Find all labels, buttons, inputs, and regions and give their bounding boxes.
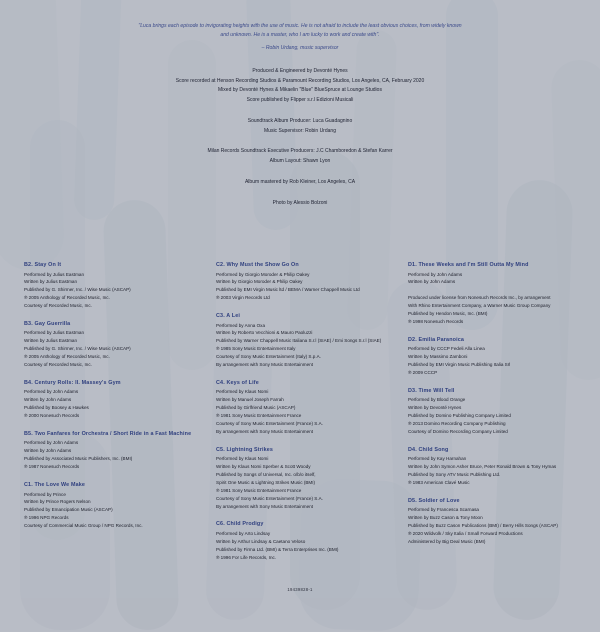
track-entry: [408, 262, 576, 326]
track-credit-line: Courtesy of Domino Recording Company Limited: [408, 428, 508, 434]
track-entry: [216, 380, 384, 436]
track-credit-line: Performed by Blood Orange: [408, 397, 466, 403]
track-credits: [24, 491, 192, 530]
track-entry: [216, 521, 384, 561]
track-credit-line: Published by Songs of Universal, Inc. o/b/o itself,: [216, 472, 316, 478]
track-entry: [24, 380, 192, 420]
credit-line: Score recorded at Henson Recording Studios & Paramount Recording Studios, Los Angeles, CA, February 2020: [175, 77, 425, 84]
track-credit-line: Written by Julius Eastman: [24, 338, 78, 344]
track-credits: [216, 388, 384, 435]
track-credits: [408, 455, 576, 487]
track-credit-line: Written by Julius Eastman: [24, 279, 78, 285]
track-number: B4.: [24, 379, 33, 386]
track-credit-line: Published by G. Shirmer, Inc. / Wise Music (ASCAP): [24, 287, 131, 293]
track-entry: [24, 321, 192, 369]
track-credit-line: Performed by Anna Oxa: [216, 322, 266, 328]
track-credits: [408, 345, 576, 377]
track-credit-line: By arrangement with Sony Music Entertainment: [216, 362, 314, 368]
track-name: Child Prodigy: [224, 521, 264, 528]
track-credit-line: Written by Devonté Hynes: [408, 405, 462, 411]
credit-group: [40, 178, 560, 188]
track-credit-line: By arrangement with Sony Music Entertainment: [216, 428, 314, 434]
track-name: Keys of Life: [224, 379, 259, 386]
track-credits: [216, 530, 384, 562]
track-credit-line: Performed by Klaus Nomi: [216, 389, 269, 395]
track-title: [408, 337, 576, 343]
track-number: C5.: [216, 446, 225, 453]
credit-line: Soundtrack Album Producer: Luca Guadagnino: [247, 117, 353, 124]
track-credit-line: Performed by Klaus Nomi: [216, 456, 269, 462]
track-credit-line: Performed by John Adams: [24, 440, 79, 446]
track-credit-line: Performed by CCCP Fedeli Alla Linea: [408, 346, 485, 352]
track-number: B3.: [24, 320, 33, 327]
track-credit-line: ℗ 2009 CCCP: [408, 369, 438, 375]
track-credits: [408, 271, 576, 326]
credit-line: Score published by Flipper s.r.l Edizioni Musicali: [246, 97, 354, 104]
track-credit-line: Published by G. Shirmer, Inc. / Wise Music (ASCAP): [24, 346, 131, 352]
track-credit-line: ℗ 1987 Nonesuch Records: [24, 464, 80, 470]
tracklist-column: [16, 262, 200, 573]
track-credit-line: Produced under license from Nonesuch Records Inc., by arrangement: [408, 295, 551, 301]
track-credit-line: Performed by Prince: [24, 491, 66, 497]
track-entry: [216, 262, 384, 302]
track-credit-line: Courtesy of Sony Music Entertainment (France) S.A.: [216, 495, 323, 501]
track-name: Century Rolls: II. Massey's Gym: [32, 379, 121, 386]
track-entry: [24, 262, 192, 310]
track-credits: [408, 396, 576, 435]
track-credit-line: Courtesy of Commercial Music Group / NPG Records, Inc.: [24, 523, 143, 529]
track-credit-line: Courtesy of Recorded Music, Inc.: [24, 303, 92, 309]
track-credit-line: Spirit One Music & Lightning Strikes Music (BMI): [216, 479, 316, 485]
track-credit-line: Written by Manuel Joseph Farrah: [216, 397, 284, 403]
track-credit-line: Written by Arthur Lindsay & Caetano Veloso: [216, 538, 306, 544]
track-credits: [24, 271, 192, 310]
track-credit-line: [408, 286, 576, 294]
track-credit-line: Published by Firma Ltd. (BMI) & Terra Enterprises Inc. (BMI): [216, 546, 339, 552]
track-credit-line: Written by Massimo Zamboni: [408, 354, 468, 360]
track-credits: [24, 388, 192, 420]
track-credit-line: Performed by Francesca Scarnasa: [408, 507, 479, 513]
track-credit-line: ℗ 2005 Anthology of Recorded Music, Inc.: [24, 354, 110, 360]
track-name: Emilia Paranoica: [416, 336, 465, 343]
track-name: A Lei: [224, 313, 241, 320]
track-name: Time Will Tell: [416, 387, 455, 394]
track-number: C3.: [216, 313, 225, 320]
track-number: D2.: [408, 336, 417, 343]
track-name: Gay Guerrilla: [32, 320, 71, 327]
track-credit-line: ℗ 2013 Domino Recording Company Publishing: [408, 420, 506, 426]
track-credits: [216, 322, 384, 369]
tracklist-column: [208, 262, 392, 573]
track-credit-line: Written by John Symon Asher Bruce, Peter Ronald Brown & Tony Hymas: [408, 464, 557, 470]
track-credit-line: Performed by Giorgio Moroder & Philip Oakey: [216, 271, 310, 277]
track-name: Stay On It: [32, 262, 62, 268]
track-title: [408, 262, 576, 268]
track-title: [216, 262, 384, 268]
track-credit-line: Written by Klaus Nomi Sperber & Scott Woody: [216, 464, 311, 470]
track-entry: [24, 431, 192, 471]
track-credit-line: Performed by Julius Eastman: [24, 330, 84, 336]
track-credit-line: Written by John Adams: [24, 397, 72, 403]
track-number: C6.: [216, 521, 225, 528]
track-entry: [216, 447, 384, 511]
track-credit-line: Courtesy of Recorded Music, Inc.: [24, 362, 92, 368]
track-credit-line: Published by Buzz Cason Publications (BMI) / Berry Hills Songs (ASCAP): [408, 523, 558, 529]
track-entry: [408, 337, 576, 377]
track-credits: [24, 329, 192, 368]
track-name: Why Must the Show Go On: [224, 262, 299, 268]
track-credit-line: Published by Warner Chappell Music Italiana S.r.l (SIAE) / Emi Songs S.r.l (SIAE): [216, 338, 382, 344]
header-block: [0, 0, 600, 208]
track-title: [24, 380, 192, 386]
track-credit-line: Performed by Arto Lindsay: [216, 530, 271, 536]
credit-line: Milan Records Soundtrack Executive Producers: J.C Chamboredon & Stefan Karrer: [207, 148, 393, 155]
track-number: D5.: [408, 497, 417, 504]
track-entry: [24, 482, 192, 530]
track-title: [216, 380, 384, 386]
track-number: D1.: [408, 262, 417, 268]
track-credit-line: Performed by Julius Eastman: [24, 271, 84, 277]
track-credit-line: ℗ 1981 Sony Music Entertainment France: [216, 413, 302, 419]
track-credit-line: Written by Giorgio Moroder & Philip Oakey: [216, 279, 303, 285]
track-credit-line: Published by Boosey & Hawkes: [24, 405, 89, 411]
track-credit-line: Written by Prince Rogers Nelson: [24, 499, 91, 505]
credit-line: Photo by Alessio Bolzoni: [272, 199, 328, 206]
track-credit-line: Published by Emancipation Music (ASCAP): [24, 507, 113, 513]
track-credit-line: Courtesy of Sony Music Entertainment (Italy) S.p.A.: [216, 354, 321, 360]
track-title: [216, 521, 384, 527]
track-title: [216, 447, 384, 453]
track-credit-line: Courtesy of Sony Music Entertainment (France) S.A.: [216, 420, 323, 426]
track-credit-line: Published by EMI Virgin Music Publishing Italia Srl: [408, 362, 511, 368]
track-credit-line: Published by EMI Virgin Music ltd / BEMA / Warner Chappell Music Ltd: [216, 287, 360, 293]
track-credit-line: Written by John Adams: [24, 448, 72, 454]
track-credit-line: Performed by John Adams: [24, 389, 79, 395]
track-credit-line: ℗ 2000 Nonesuch Records: [24, 413, 80, 419]
track-title: [24, 482, 192, 488]
credit-line: Album mastered by Rob Kleiner, Los Angeles, CA: [244, 178, 356, 185]
track-title: [24, 321, 192, 327]
track-number: C4.: [216, 379, 225, 386]
track-title: [408, 447, 576, 453]
track-credit-line: Published by Girlfriend Music (ASCAP): [216, 405, 296, 411]
credit-line: Mixed by Devonté Hynes & Mikaelin "Blue" BlueSpruce at Lounge Studios: [218, 87, 382, 94]
pull-quote: "Luca brings each episode to invigorating heights with the use of music. He is not afraid to include the least obvious choices, from widely known and unknown. He is a master, who I am lucky to work and create with".: [138, 23, 462, 38]
track-number: B2.: [24, 262, 33, 268]
track-credit-line: ℗ 1985 Sony Music Entertainment Italy: [216, 346, 296, 352]
track-credit-line: Published by Hendon Music, Inc. (BMI): [408, 310, 488, 316]
quote-attribution: – Robin Urdang, music supervisor: [261, 44, 339, 51]
credit-group: [40, 117, 560, 137]
track-credits: [216, 271, 384, 303]
credit-line: Produced & Engineered by Devonté Hynes: [252, 67, 348, 74]
track-entry: [216, 313, 384, 369]
catalog-number: 19439828-1: [287, 587, 313, 592]
track-credit-line: Published by Associated Music Publishers, Inc. (BMI): [24, 456, 133, 462]
track-number: D3.: [408, 387, 417, 394]
track-credit-line: Published by Sony ATV Music Publishing Ltd.: [408, 472, 501, 478]
track-title: [408, 388, 576, 394]
tracklist: [0, 262, 600, 573]
track-credit-line: By arrangement with Sony Music Entertainment: [216, 503, 314, 509]
track-number: B5.: [24, 430, 33, 437]
track-credit-line: ℗ 1981 Sony Music Entertainment France: [216, 487, 302, 493]
track-credit-line: ℗ 1996 NPG Records: [24, 515, 69, 521]
track-name: Child Song: [416, 446, 449, 453]
track-title: [408, 498, 576, 504]
track-credit-line: Written by Buzz Cason & Tony Moon: [408, 515, 483, 521]
track-name: These Weeks and I'm Still Outta My Mind: [416, 262, 529, 268]
track-credits: [24, 439, 192, 471]
tracklist-column: [400, 262, 584, 573]
credit-group: [40, 147, 560, 167]
track-credit-line: ℗ 1983 American Clavé Music: [408, 479, 470, 485]
track-credit-line: With Rhino Entertainment Company, a Warner Music Group Company: [408, 303, 551, 309]
track-entry: [408, 498, 576, 546]
credit-group: [40, 67, 560, 106]
track-credit-line: Administered by Big Deal Music (BMI): [408, 538, 486, 544]
track-name: The Love We Make: [32, 482, 86, 489]
track-credit-line: ℗ 2003 Virgin Records Ltd: [216, 295, 270, 301]
track-credit-line: Performed by John Adams: [408, 271, 463, 277]
credits-block: [40, 67, 560, 209]
credit-line: Album Layout: Shawn Lyon: [269, 158, 331, 165]
track-credit-line: Published by Domino Publishing Company Limited: [408, 413, 511, 419]
track-entry: [408, 388, 576, 436]
track-credit-line: Written by John Adams: [408, 279, 456, 285]
track-credits: [408, 506, 576, 545]
track-credit-line: ℗ 1998 Nonesuch Records: [408, 318, 464, 324]
track-name: Two Fanfares for Orchestra / Short Ride in a Fast Machine: [32, 430, 192, 437]
credit-line: Music Supervisor: Robin Urdang: [264, 127, 336, 134]
track-credit-line: Performed by Kay Harnahan: [408, 456, 467, 462]
track-entry: [408, 447, 576, 487]
track-name: Soldier of Love: [416, 497, 460, 504]
track-number: D4.: [408, 446, 417, 453]
track-credits: [216, 455, 384, 510]
track-number: C1.: [24, 482, 33, 489]
track-credit-line: ℗ 1996 For Life Records, Inc.: [216, 554, 277, 560]
credit-group: [40, 199, 560, 209]
track-credit-line: ℗ 2020 Wildvolk / Sky Italia / Small Forward Productions: [408, 530, 523, 536]
track-credit-line: Written by Roberto Vecchioni & Mauro Paoluzzi: [216, 330, 313, 336]
track-name: Lightning Strikes: [224, 446, 274, 453]
track-credit-line: ℗ 2005 Anthology of Recorded Music, Inc.: [24, 295, 110, 301]
track-title: [24, 431, 192, 437]
track-title: [216, 313, 384, 319]
track-title: [24, 262, 192, 268]
track-number: C2.: [216, 262, 225, 268]
